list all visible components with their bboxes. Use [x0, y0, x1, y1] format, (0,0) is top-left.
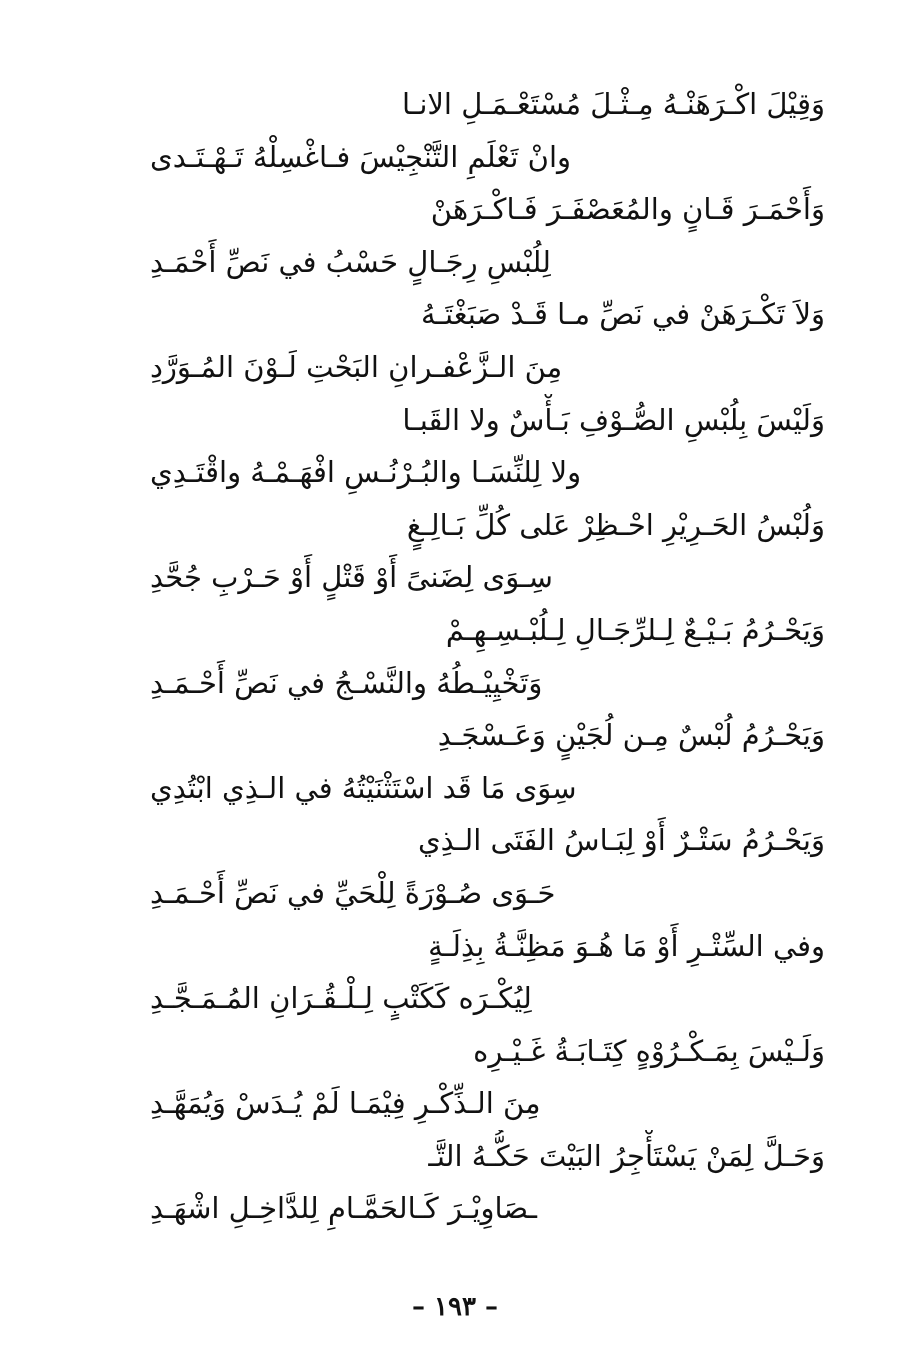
verse-1-second-hemistich: وانْ تَعْلَمِ التَّنْجِيْسَ فـاغْسِلْهُ تَـهْـتَـدى: [150, 139, 572, 174]
verse-1-first-hemistich: وَقِيْلَ اكْـرَهَنْـهُ مِـثْـلَ مُسْتَعْـمَـلِ الانـا: [401, 87, 825, 121]
verse-5-first-hemistich: وَلُبْسُ الحَـرِيْرِ احْـظِرْ عَلى كُلِّ بَـالِـغٍ: [406, 507, 825, 542]
verse-6-first-hemistich: وَيَحْـرُمُ بَـيْـعٌ لِـلرِّجَـالِ لِـلُبْـسِـهِـمْ: [445, 612, 825, 647]
verse-2-first-hemistich: وَأَحْمَـرَ قَـانٍ والمُعَصْفَـرَ فَـاكْـرَهَنْ: [430, 192, 825, 227]
verse-11-second-hemistich: ـصَاوِيْـرَ كَـالحَمَّـامِ لِلدَّاخِـلِ اشْهَـدِ: [150, 1191, 537, 1226]
verse-10-first-hemistich: وَلَـيْسَ بِمَـكْـرُوْهٍ كِتَـابَـةُ غَـيْـرِه: [473, 1033, 825, 1068]
verse-6-second-hemistich: وَتَخْيِيْـطُهُ والنَّسْـجُ في نَصِّ أَحْـمَـدِ: [150, 665, 543, 700]
verse-2-second-hemistich: لِلُبْسِ رِجَـالٍ حَسْبُ في نَصِّ أَحْمَـدِ: [150, 244, 551, 279]
verse-8-second-hemistich: حَـوَى صُـوْرَةً لِلْحَيِّ في نَصِّ أَحْـمَـدِ: [150, 875, 556, 910]
verse-3-second-hemistich: مِنَ الـزَّعْفـرانِ البَحْتِ لَـوْنَ المُـوَرَّدِ: [150, 349, 563, 384]
verse-list: [150, 78, 825, 1235]
verse-11-first-hemistich: وَحَـلَّ لِمَنْ يَسْتَأْجِرُ البَيْتَ حَكُّـهُ التَّـ: [428, 1138, 825, 1173]
verse-5-second-hemistich: سِـوَى لِضَنىً أَوْ قَتْلٍ أَوْ حَـرْبِ جُحَّدِ: [150, 560, 553, 595]
verse-4-second-hemistich: ولا لِلنِّسَـا والبُـرْنُـسِ افْهَـمْـهُ واقْتَـدِي: [150, 455, 582, 490]
verse-3-first-hemistich: وَلاَ تَكْـرَهَنْ في نَصِّ مـا قَـدْ صَبَغْتَـهُ: [420, 297, 825, 332]
verse-7-first-hemistich: وَيَحْـرُمُ لُبْسٌ مِـن لُجَيْنٍ وَعَـسْجَـدِ: [437, 718, 825, 753]
page-number: – ١٩٣ –: [411, 1292, 499, 1322]
verse-10-second-hemistich: مِنَ الـذِّكْـرِ فِيْمَـا لَمْ يُـدَسْ وَيُمَهَّـدِ: [150, 1086, 541, 1121]
verse-7-second-hemistich: سِوَى مَا قَد اسْتَثْنَيْتُهُ في الـذِي ابْتُدِي: [150, 770, 577, 805]
verse-9-second-hemistich: لِيُكْـرَه كَكَتْبٍ لِـلْـقُـرَانِ المُـمَـجَّـدِ: [150, 981, 532, 1016]
verse-4-first-hemistich: وَلَيْسَ بِلُبْسِ الصُّـوْفِ بَـأْسٌ ولا القَبـا: [402, 402, 825, 437]
verse-8-first-hemistich: وَيَحْـرُمُ سَتْـرٌ أَوْ لِبَـاسُ الفَتَى الـذِي: [417, 823, 825, 858]
verse-9-first-hemistich: وفي السِّتْـرِ أَوْ مَا هُـوَ مَظِنَّـةُ بِذِلَـةٍ: [428, 928, 825, 963]
